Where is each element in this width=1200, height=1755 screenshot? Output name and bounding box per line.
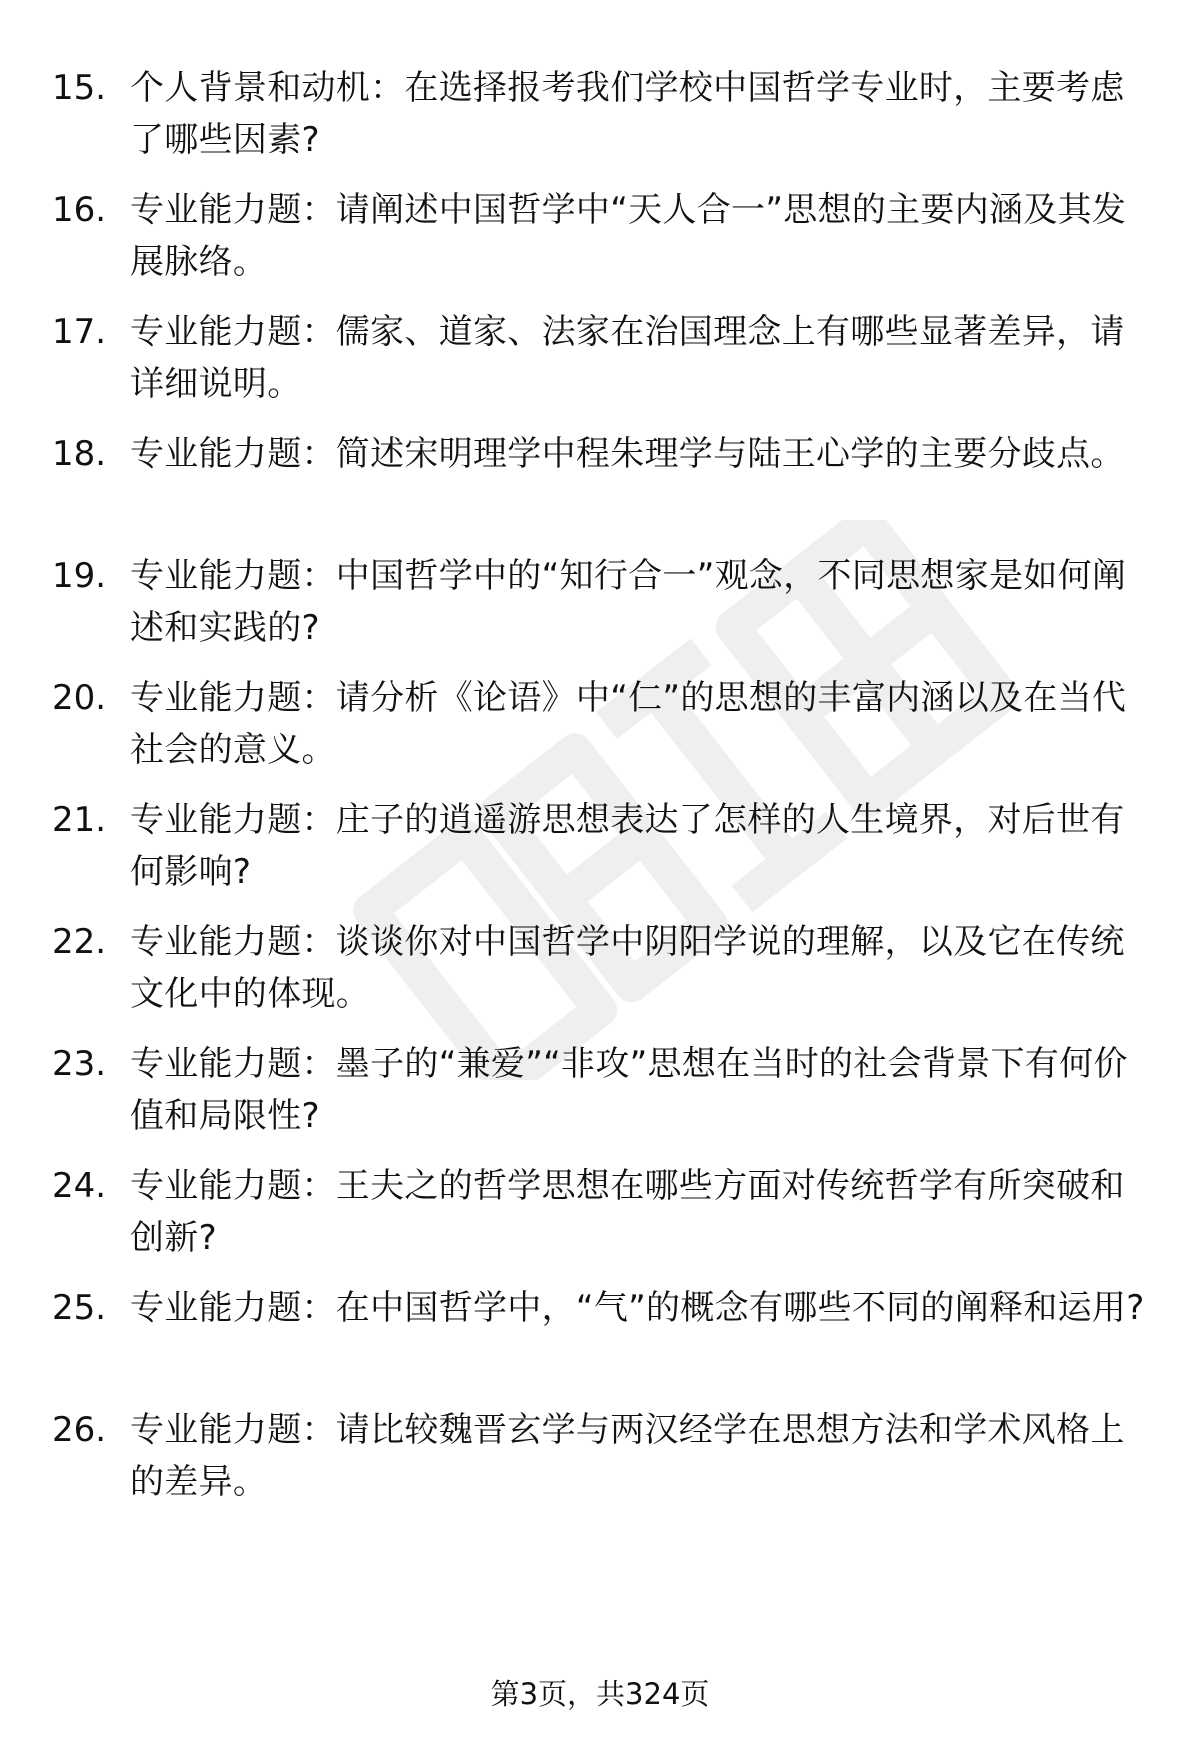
question-item bbox=[52, 1404, 1152, 1526]
question-text: 专业能力题：中国哲学中的“知行合一”观念，不同思想家是如何阐述和实践的? bbox=[130, 556, 1127, 648]
question-item bbox=[52, 1282, 1152, 1404]
question-number: 24. bbox=[52, 1166, 107, 1206]
question-text: 专业能力题：王夫之的哲学思想在哪些方面对传统哲学有所突破和创新? bbox=[130, 1166, 1125, 1258]
question-item bbox=[52, 550, 1152, 672]
question-text: 专业能力题：儒家、道家、法家在治国理念上有哪些显著差异，请详细说明。 bbox=[130, 312, 1125, 404]
question-item bbox=[52, 62, 1152, 184]
question-text: 专业能力题：请阐述中国哲学中“天人合一”思想的主要内涵及其发展脉络。 bbox=[130, 190, 1127, 282]
question-number: 20. bbox=[52, 678, 107, 718]
question-item bbox=[52, 306, 1152, 428]
question-text: 专业能力题：请分析《论语》中“仁”的思想的丰富内涵以及在当代社会的意义。 bbox=[130, 678, 1127, 770]
question-number: 16. bbox=[52, 190, 107, 230]
question-item bbox=[52, 672, 1152, 794]
question-number: 25. bbox=[52, 1288, 107, 1328]
question-number: 22. bbox=[52, 922, 107, 962]
question-number: 26. bbox=[52, 1410, 107, 1450]
question-item bbox=[52, 916, 1152, 1038]
question-item bbox=[52, 794, 1152, 916]
question-text: 专业能力题：墨子的“兼爱”“非攻”思想在当时的社会背景下有何价值和局限性? bbox=[130, 1044, 1128, 1136]
question-text: 专业能力题：庄子的逍遥游思想表达了怎样的人生境界，对后世有何影响? bbox=[130, 800, 1125, 892]
question-list bbox=[52, 62, 1152, 1526]
question-item bbox=[52, 428, 1152, 550]
question-number: 17. bbox=[52, 312, 107, 352]
question-number: 15. bbox=[52, 68, 107, 108]
question-item bbox=[52, 184, 1152, 306]
question-text: 专业能力题：在中国哲学中，“气”的概念有哪些不同的阐释和运用? bbox=[130, 1288, 1145, 1328]
question-number: 18. bbox=[52, 434, 107, 474]
page-number: 第3页，共324页 bbox=[490, 1677, 710, 1711]
question-item bbox=[52, 1038, 1152, 1160]
question-number: 19. bbox=[52, 556, 107, 596]
question-text: 专业能力题：请比较魏晋玄学与两汉经学在思想方法和学术风格上的差异。 bbox=[130, 1410, 1125, 1502]
question-number: 23. bbox=[52, 1044, 107, 1084]
question-text: 个人背景和动机：在选择报考我们学校中国哲学专业时，主要考虑了哪些因素? bbox=[130, 68, 1125, 160]
question-number: 21. bbox=[52, 800, 107, 840]
question-text: 专业能力题：简述宋明理学中程朱理学与陆王心学的主要分歧点。 bbox=[130, 434, 1125, 474]
question-item bbox=[52, 1160, 1152, 1282]
question-text: 专业能力题：谈谈你对中国哲学中阴阳学说的理解，以及它在传统文化中的体现。 bbox=[130, 922, 1125, 1014]
